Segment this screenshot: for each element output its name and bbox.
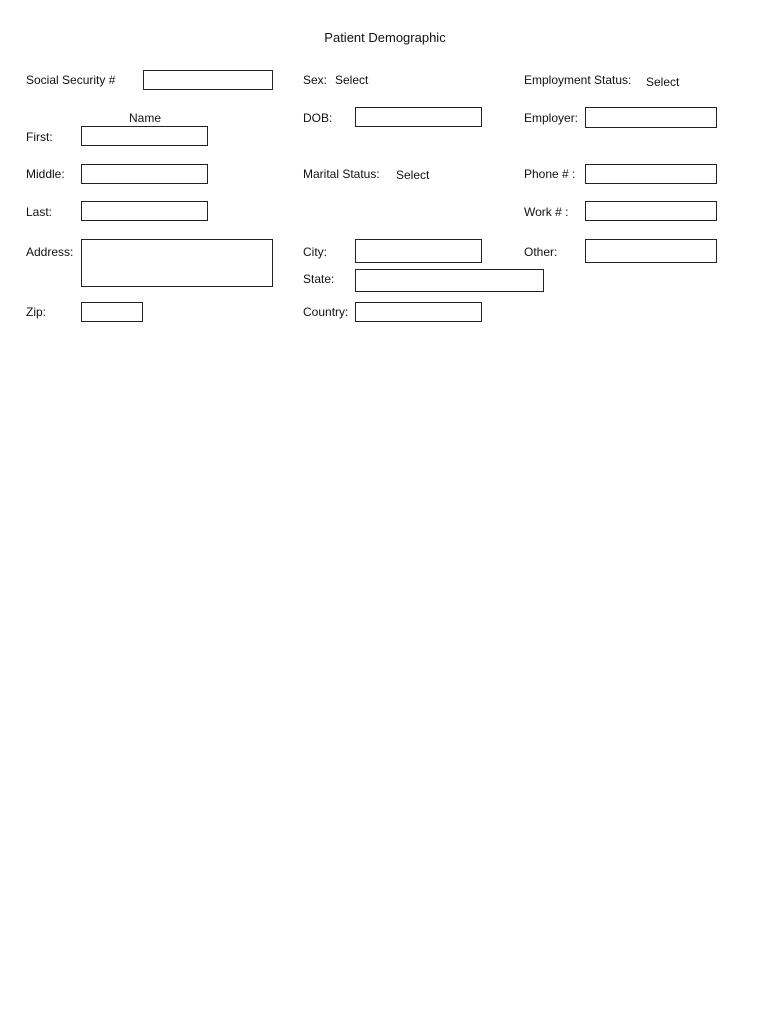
zip-field[interactable]	[81, 302, 143, 322]
first-name-label: First:	[26, 130, 53, 144]
employer-label: Employer:	[524, 111, 579, 125]
marital-status-select[interactable]: Select	[396, 168, 430, 182]
form-title: Patient Demographic	[324, 30, 446, 45]
last-name-field[interactable]	[81, 201, 208, 221]
city-label: City:	[303, 245, 327, 259]
phone-label: Phone # :	[524, 167, 576, 181]
work-phone-field[interactable]	[585, 201, 717, 221]
middle-name-field[interactable]	[81, 164, 208, 184]
city-field[interactable]	[355, 239, 482, 263]
address-label: Address:	[26, 245, 74, 259]
name-header: Name	[129, 111, 162, 125]
address-field[interactable]	[81, 239, 273, 287]
last-name-label: Last:	[26, 205, 53, 219]
first-name-field[interactable]	[81, 126, 208, 146]
marital-status-label: Marital Status:	[303, 167, 380, 181]
country-label: Country:	[303, 305, 349, 319]
work-phone-label: Work # :	[524, 205, 569, 219]
dob-field[interactable]	[355, 107, 482, 127]
employment-status-select[interactable]: Select	[646, 75, 680, 89]
state-field[interactable]	[355, 269, 544, 292]
employer-field[interactable]	[585, 107, 717, 128]
dob-label: DOB:	[303, 111, 333, 125]
state-label: State:	[303, 272, 335, 286]
other-label: Other:	[524, 245, 558, 259]
country-field[interactable]	[355, 302, 482, 322]
employment-status-label: Employment Status:	[524, 73, 632, 87]
phone-field[interactable]	[585, 164, 717, 184]
ssn-field[interactable]	[143, 70, 273, 90]
zip-label: Zip:	[26, 305, 47, 319]
ssn-label: Social Security #	[26, 73, 116, 87]
middle-name-label: Middle:	[26, 167, 65, 181]
sex-label: Sex:	[303, 73, 328, 87]
sex-select[interactable]: Select	[335, 73, 369, 87]
other-field[interactable]	[585, 239, 717, 263]
